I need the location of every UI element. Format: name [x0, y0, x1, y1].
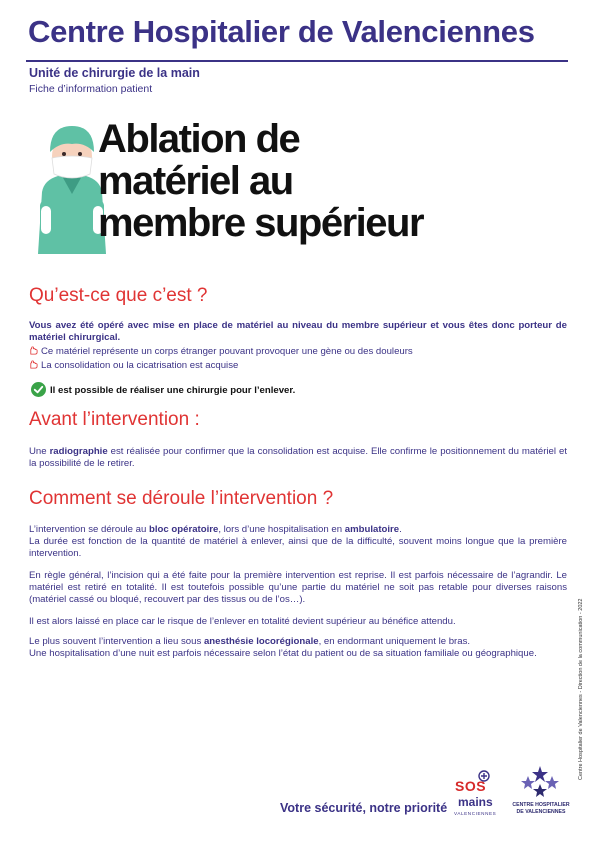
text-run: . [399, 524, 402, 535]
title-line: matériel au [98, 159, 293, 203]
hand-icon [29, 346, 38, 355]
footer-slogan: Votre sécurité, notre priorité [280, 801, 448, 815]
before-text [29, 446, 567, 470]
text-run-bold: bloc opératoire [149, 524, 219, 535]
bullet-item [29, 360, 238, 371]
hand-icon [29, 360, 38, 369]
title-line: membre supérieur [98, 201, 424, 245]
check-note [31, 382, 295, 397]
title-line: Ablation de [98, 117, 300, 161]
section-heading-procedure: Comment se déroule l’intervention ? [29, 488, 334, 509]
logo-text-line: DE VALENCIENNES [516, 808, 566, 815]
header-divider [26, 60, 568, 62]
text-run-bold: radiographie [49, 446, 108, 457]
mains-logo-text: mains [458, 795, 493, 809]
text-run: L’intervention se déroule au [29, 524, 150, 535]
section-heading-before: Avant l’intervention : [29, 409, 200, 430]
logo-text-line: CENTRE HOSPITALIER [512, 802, 570, 808]
section-heading-what: Qu’est-ce que c’est ? [29, 285, 208, 306]
text-run-bold: ambulatoire [344, 524, 400, 535]
hospital-title: Centre Hospitalier de Valenciennes [28, 14, 535, 49]
what-intro: Vous avez été opéré avec mise en place de matériel au niveau du membre supérieur et vous êtes donc porteur de matériel chirurgical. [29, 320, 567, 343]
text-run: Une [29, 446, 50, 457]
bullet-text: La consolidation ou la cicatrisation est acquise [41, 360, 239, 371]
text-run: Le plus souvent l’intervention a lieu sous [29, 636, 204, 647]
procedure-paragraph-2: En règle général, l’incision qui a été faite pour la première intervention est reprise. Il est parfois nécessaire de l’agrandir. Le matériel est retiré en totalité. Il est toutefois possible qu’une partie du matériel ne soit pas retable pour diverses raisons (matériel cassé ou bloqué, recouvert par des tissus ou de l’os…). [29, 570, 567, 605]
unit-name: Unité de chirurgie de la main [29, 66, 200, 80]
sos-logo-text: SOS [455, 778, 487, 794]
sheet-type: Fiche d’information patient [29, 83, 153, 95]
procedure-paragraph-3: Il est alors laissé en place car le risque de l’enlever en totalité devient supérieur au bénéfice attendu. [29, 616, 456, 627]
procedure-paragraph-1 [29, 524, 567, 560]
hospital-logo-text [510, 802, 572, 815]
main-title [98, 118, 423, 244]
hospital-logo [520, 764, 560, 798]
text-run: , lors d’une hospitalisation en [218, 524, 345, 535]
bullet-text: Ce matériel représente un corps étranger pouvant provoquer une gène ou des douleurs [41, 346, 413, 357]
checkmark-icon [31, 382, 46, 397]
text-run: , en endormant uniquement le bras. [318, 636, 471, 647]
text-run: Une hospitalisation d’une nuit est parfois nécessaire selon l’état du patient ou de sa situation familiale ou géographique. [29, 648, 537, 659]
bullet-item [29, 346, 413, 357]
side-credit: Centre Hospitalier de Valenciennes - Direction de la communication - 2022 [578, 598, 584, 780]
sos-logo-city: VALENCIENNES [454, 811, 497, 816]
check-note-text: Il est possible de réaliser une chirurgie pour l’enlever. [50, 385, 296, 396]
text-run-bold: anesthésie locorégionale [203, 636, 319, 647]
procedure-paragraph-4 [29, 636, 567, 660]
text-run: La durée est fonction de la quantité de matériel à enlever, ainsi que de la difficulté, souvent moins longue que la première intervention. [29, 536, 567, 559]
text-run: est réalisée pour confirmer que la consolidation est acquise. Elle confirme le positionnement du matériel et la possibilité de le retirer. [29, 446, 567, 469]
